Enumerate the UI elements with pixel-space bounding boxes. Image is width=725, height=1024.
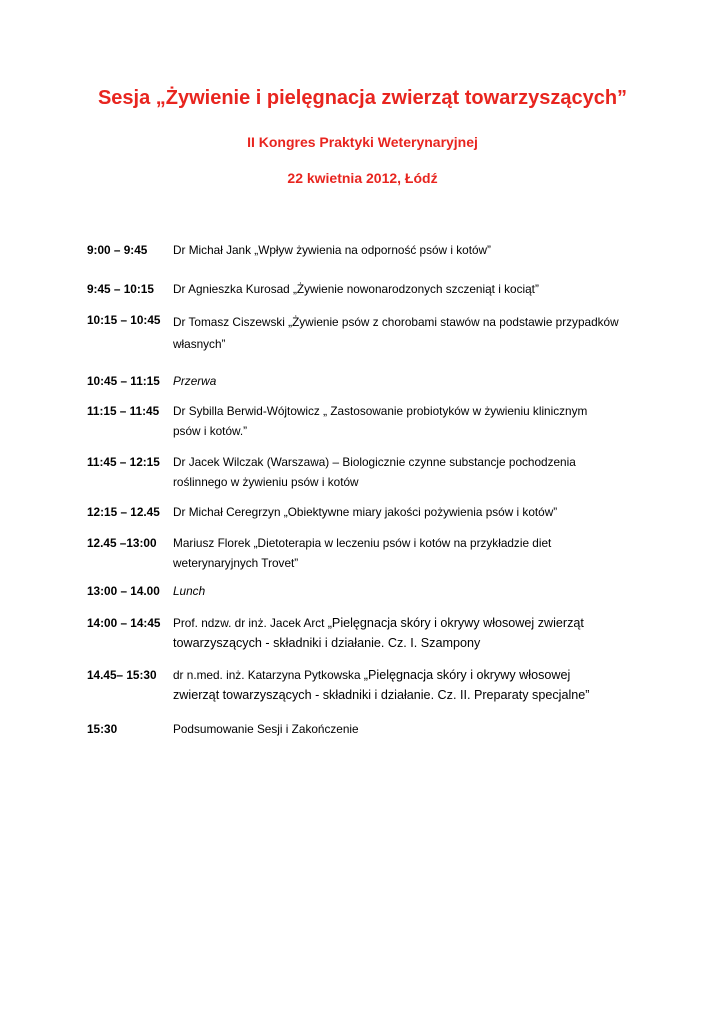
schedule-time: 14:00 – 14:45: [87, 616, 161, 630]
schedule-description: [173, 279, 647, 299]
schedule-time: 9:45 – 10:15: [87, 282, 154, 296]
schedule-description: [173, 240, 647, 260]
talk-title: „Pielęgnacja skóry i okrywy włosowej zwierząt: [327, 616, 584, 630]
schedule-time: 11:15 – 11:45: [87, 404, 160, 418]
description-line: Dr Michał Jank „Wpływ żywienia na odporność psów i kotów”: [173, 243, 491, 257]
description-line: [173, 613, 647, 633]
description-line: Dr Sybilla Berwid-Wójtowicz „ Zastosowanie probiotyków w żywieniu klinicznym: [173, 404, 588, 418]
schedule-description: [173, 371, 647, 391]
schedule-description: [173, 310, 647, 354]
schedule-time: 9:00 – 9:45: [87, 243, 148, 257]
description-line: Podsumowanie Sesji i Zakończenie: [173, 722, 359, 736]
description-line: zwierząt towarzyszących - składniki i działanie. Cz. II. Preparaty specjalne”: [173, 688, 590, 702]
description-line: Lunch: [173, 584, 206, 598]
schedule-time: 13:00 – 14.00: [87, 584, 160, 598]
event-date: 22 kwietnia 2012, Łódź: [287, 170, 438, 186]
speaker-name: Prof. ndzw. dr inż. Jacek Arct: [173, 616, 328, 630]
description-line: psów i kotów.”: [173, 424, 248, 438]
speaker-name: dr n.med. inż. Katarzyna Pytkowska: [173, 668, 364, 682]
schedule-time: 14.45– 15:30: [87, 668, 157, 682]
schedule-time: 12.45 –13:00: [87, 536, 157, 550]
schedule-time: 10:15 – 10:45: [87, 313, 161, 327]
description-line: [173, 665, 647, 685]
schedule-description: [173, 452, 647, 492]
schedule-description: [173, 401, 647, 441]
congress-name: II Kongres Praktyki Weterynaryjnej: [247, 134, 478, 150]
description-line: Dr Tomasz Ciszewski „Żywienie psów z chorobami stawów na podstawie przypadków: [173, 315, 619, 329]
description-line: Dr Michał Ceregrzyn „Obiektywne miary jakości pożywienia psów i kotów”: [173, 505, 558, 519]
description-line: roślinnego w żywieniu psów i kotów: [173, 475, 359, 489]
description-line: Przerwa: [173, 374, 217, 388]
schedule-description: [173, 613, 647, 653]
description-line: Dr Jacek Wilczak (Warszawa) – Biologicznie czynne substancje pochodzenia: [173, 455, 576, 469]
schedule-description: [173, 665, 647, 705]
session-title: Sesja „Żywienie i pielęgnacja zwierząt towarzyszących”: [97, 87, 628, 109]
schedule-time: 10:45 – 11:15: [87, 374, 160, 388]
schedule-description: [173, 533, 647, 573]
schedule-time: 11:45 – 12:15: [87, 455, 160, 469]
schedule-time: 15:30: [87, 722, 118, 736]
description-line: towarzyszących - składniki i działanie. Cz. I. Szampony: [173, 636, 481, 650]
schedule-description: [173, 719, 647, 739]
talk-title: „Pielęgnacja skóry i okrywy włosowej: [363, 668, 571, 682]
schedule-description: [173, 581, 647, 601]
schedule-description: [173, 502, 647, 522]
schedule-time: 12:15 – 12.45: [87, 505, 160, 519]
description-line: własnych”: [173, 337, 226, 351]
description-line: weterynaryjnych Trovet”: [173, 556, 299, 570]
description-line: Mariusz Florek „Dietoterapia w leczeniu psów i kotów na przykładzie diet: [173, 536, 552, 550]
description-line: Dr Agnieszka Kurosad „Żywienie nowonarodzonych szczeniąt i kociąt”: [173, 282, 539, 296]
